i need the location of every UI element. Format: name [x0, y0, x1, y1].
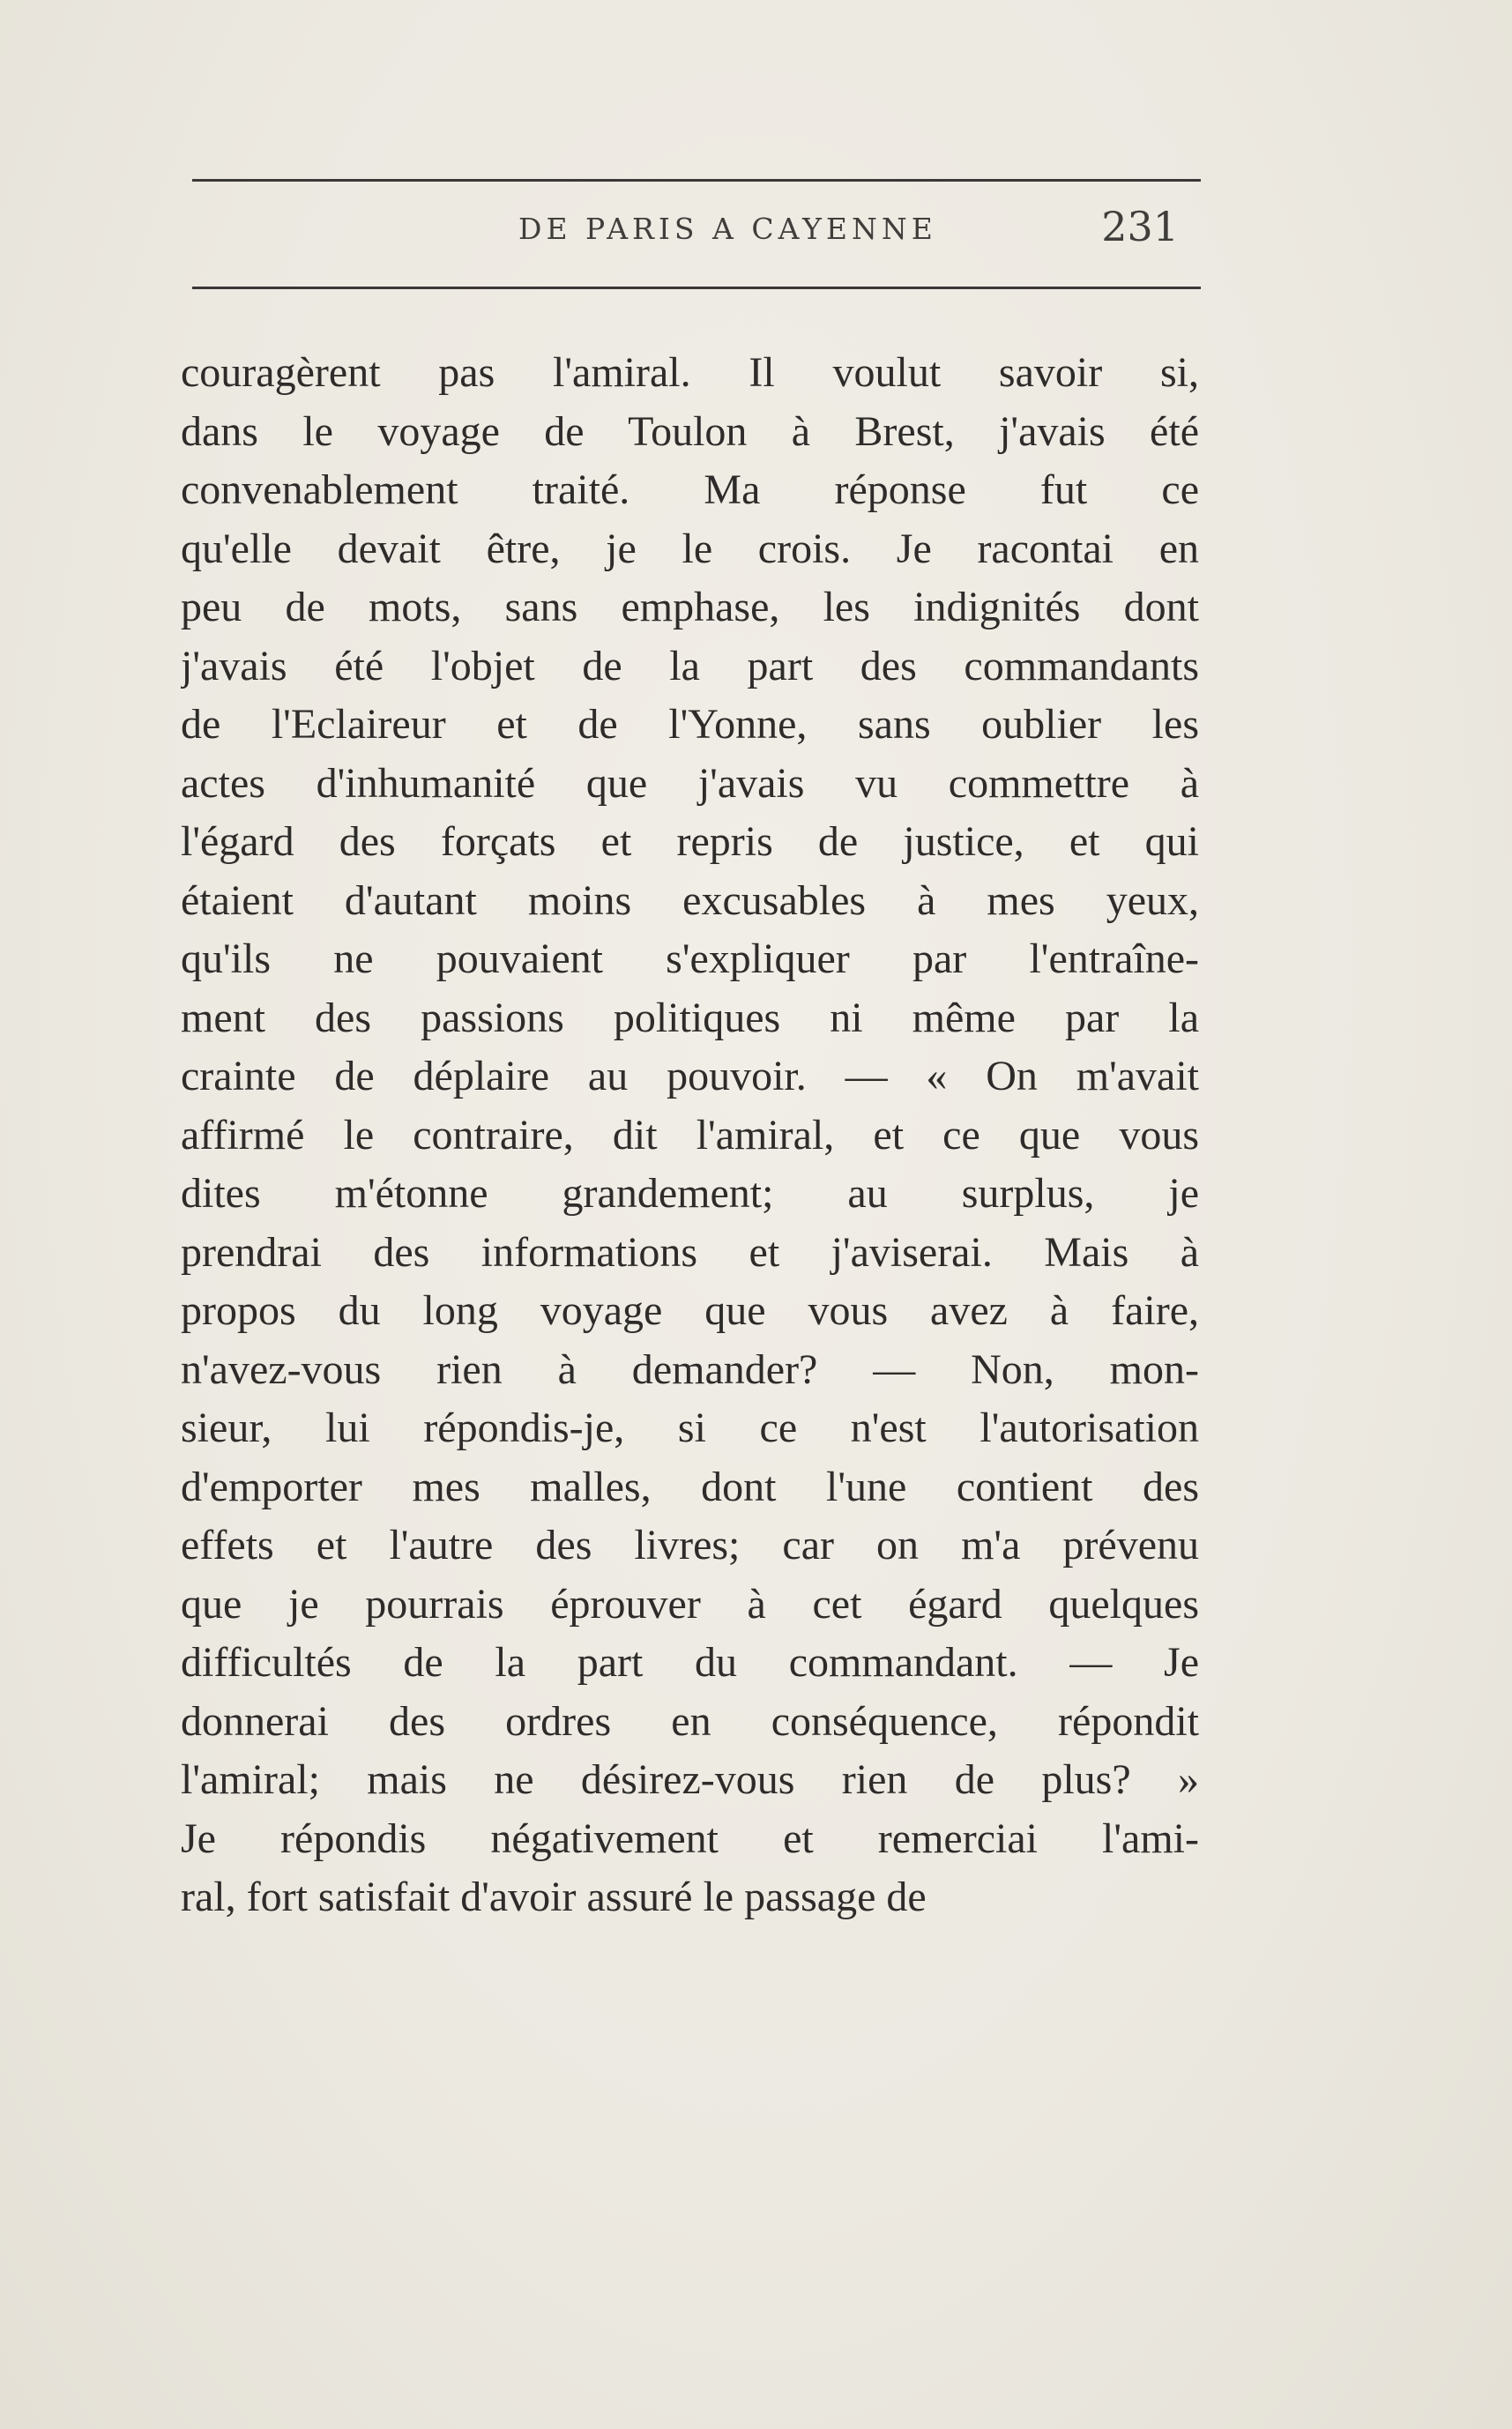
page-number: 231 — [1101, 203, 1179, 250]
text-line: que je pourrais éprouver à cet égard quelques — [181, 1580, 1199, 1628]
text-line: donnerai des ordres en conséquence, répondit — [181, 1697, 1199, 1745]
text-line: peu de mots, sans emphase, les indignités dont — [181, 584, 1199, 630]
text-line: prendrai des informations et j'aviserai. Mais à — [181, 1228, 1199, 1276]
text-line: effets et l'autre des livres; car on m'a prévenu — [181, 1522, 1199, 1568]
text-line: dans le voyage de Toulon à Brest, j'avais été — [181, 407, 1199, 455]
text-line: dites m'étonne grandement; au surplus, je — [181, 1170, 1199, 1217]
header-top-rule — [192, 179, 1201, 182]
text-line: n'avez-vous rien à demander? — Non, mon- — [181, 1345, 1199, 1393]
text-line: propos du long voyage que vous avez à faire, — [181, 1287, 1199, 1334]
text-line: ment des passions politiques ni même par la — [181, 994, 1199, 1041]
text-line: qu'elle devait être, je le crois. Je racontai en — [181, 525, 1199, 572]
text-line: couragèrent pas l'amiral. Il voulut savoir si, — [181, 349, 1199, 396]
text-line: difficultés de la part du commandant. — Je — [181, 1639, 1199, 1686]
text-line: sieur, lui répondis-je, si ce n'est l'autorisation — [181, 1404, 1199, 1451]
text-line: convenablement traité. Ma réponse fut ce — [181, 466, 1199, 513]
text-line: Je répondis négativement et remerciai l'ami- — [181, 1814, 1199, 1862]
running-title: DE PARIS A CAYENNE — [518, 212, 937, 246]
text-line: crainte de déplaire au pouvoir. — « On m'avait — [181, 1053, 1199, 1099]
text-line: qu'ils ne pouvaient s'expliquer par l'entraîne- — [181, 935, 1199, 982]
text-line: étaient d'autant moins excusables à mes yeux, — [181, 876, 1199, 924]
text-line: l'égard des forçats et repris de justice, et qui — [181, 818, 1199, 865]
text-line: actes d'inhumanité que j'avais vu commettre à — [181, 759, 1199, 807]
text-line: affirmé le contraire, dit l'amiral, et ce que vous — [181, 1111, 1199, 1159]
text-line: l'amiral; mais ne désirez-vous rien de plus? » — [181, 1756, 1199, 1803]
body-text — [181, 344, 1199, 1927]
header-bottom-rule — [192, 287, 1201, 289]
text-line: de l'Eclaireur et de l'Yonne, sans oublier les — [181, 701, 1199, 748]
text-line: ral, fort satisfait d'avoir assuré le passage de — [181, 1874, 927, 1920]
text-line: d'emporter mes malles, dont l'une contient des — [181, 1463, 1199, 1510]
text-line: j'avais été l'objet de la part des commandants — [181, 642, 1199, 689]
